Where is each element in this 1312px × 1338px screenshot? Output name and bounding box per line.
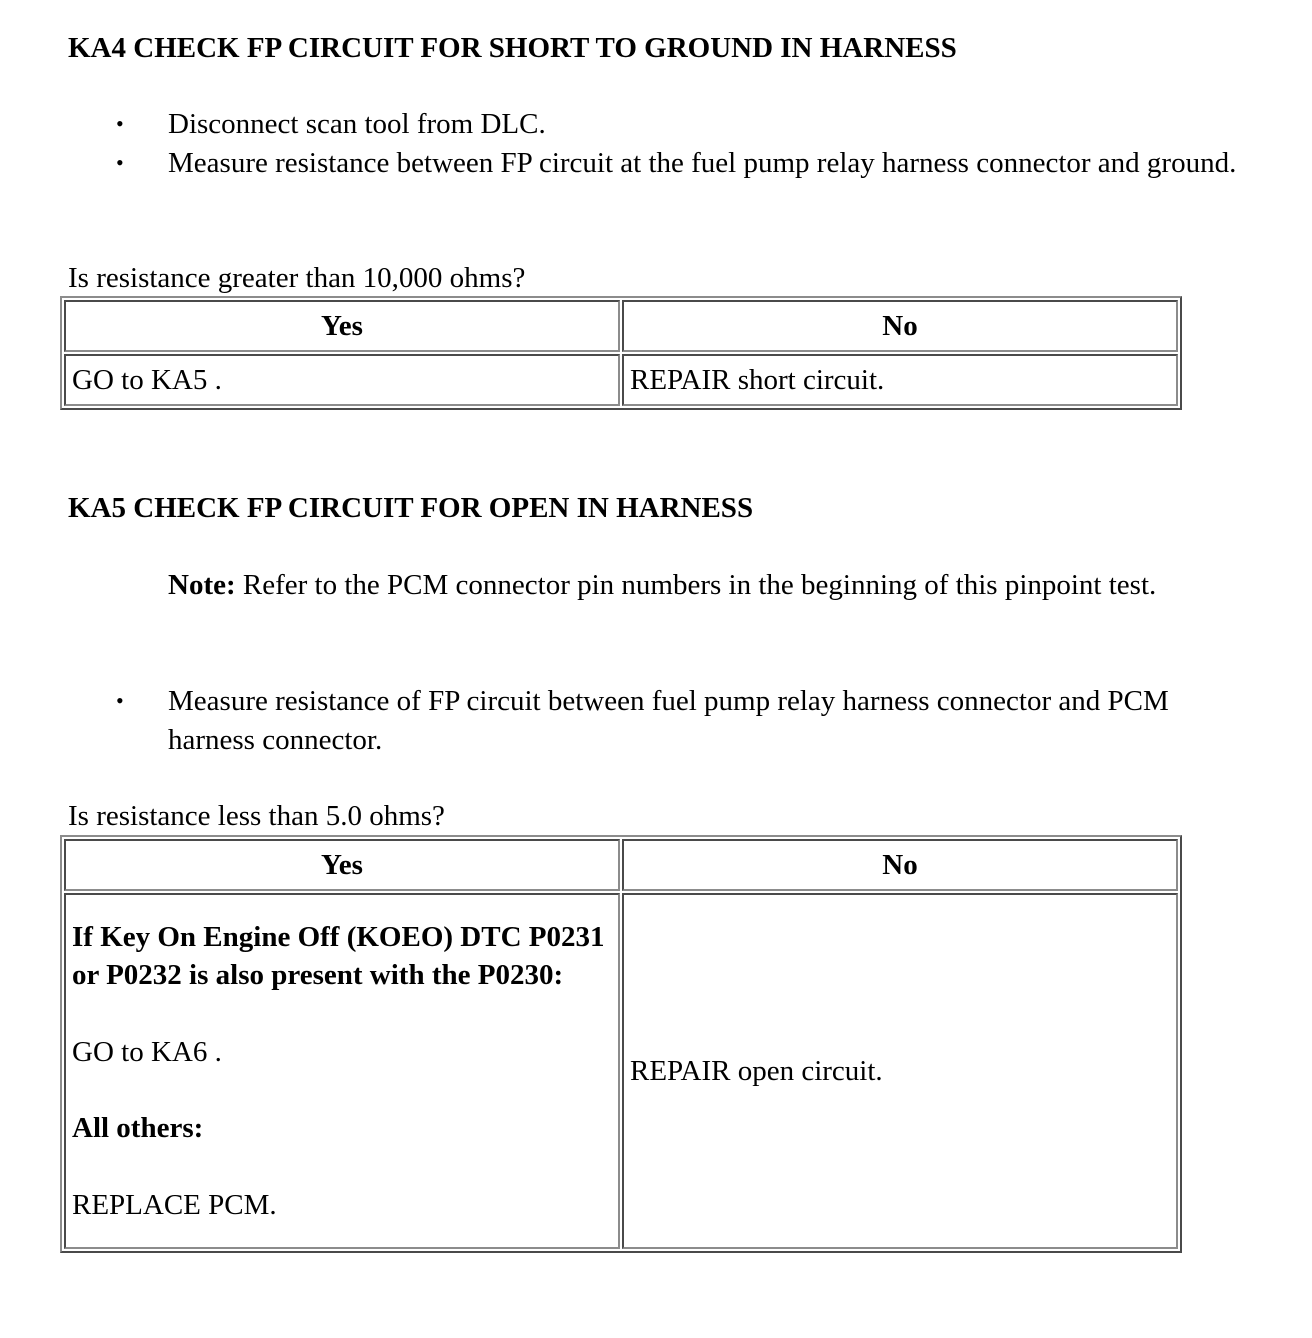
ka5-heading: KA5 CHECK FP CIRCUIT FOR OPEN IN HARNESS bbox=[68, 492, 754, 524]
table-header-row bbox=[64, 300, 1178, 352]
ka4-steps-list bbox=[68, 105, 1248, 182]
note-text: Refer to the PCM connector pin numbers in the beginning of this pinpoint test. bbox=[235, 569, 1157, 601]
ka5-question: Is resistance less than 5.0 ohms? bbox=[68, 800, 445, 832]
table-row bbox=[64, 893, 1178, 1249]
list-item: • Measure resistance between FP circuit at the fuel pump relay harness connector and ground. bbox=[68, 144, 1248, 183]
ka5-steps-list bbox=[68, 682, 1248, 759]
ka4-result-table bbox=[60, 296, 1182, 410]
no-header: No bbox=[622, 300, 1178, 352]
yes-header: Yes bbox=[64, 839, 620, 891]
ka5-result-table bbox=[60, 835, 1182, 1253]
ka4-question: Is resistance greater than 10,000 ohms? bbox=[68, 262, 526, 294]
yes-condition: If Key On Engine Off (KOEO) DTC P0231 or P0232 is also present with the P0230: bbox=[72, 920, 605, 992]
table-header-row bbox=[64, 839, 1178, 891]
no-cell: REPAIR short circuit. bbox=[622, 354, 1178, 406]
yes-header: Yes bbox=[64, 300, 620, 352]
yes-action: GO to KA6 . bbox=[72, 1035, 222, 1068]
yes-cell: GO to KA5 . bbox=[64, 354, 620, 406]
list-item: • Measure resistance of FP circuit between fuel pump relay harness connector and PCM harness connector. bbox=[68, 682, 1248, 759]
yes-cell bbox=[64, 893, 620, 1249]
yes-others-action: REPLACE PCM. bbox=[72, 1188, 277, 1221]
table-row bbox=[64, 354, 1178, 406]
no-cell: REPAIR open circuit. bbox=[622, 893, 1178, 1249]
yes-others-label: All others: bbox=[72, 1112, 204, 1145]
note-label: Note: bbox=[168, 569, 236, 601]
ka4-heading: KA4 CHECK FP CIRCUIT FOR SHORT TO GROUND IN HARNESS bbox=[68, 32, 957, 64]
ka5-note bbox=[168, 566, 1258, 605]
list-item: • Disconnect scan tool from DLC. bbox=[68, 105, 1248, 144]
no-header: No bbox=[622, 839, 1178, 891]
